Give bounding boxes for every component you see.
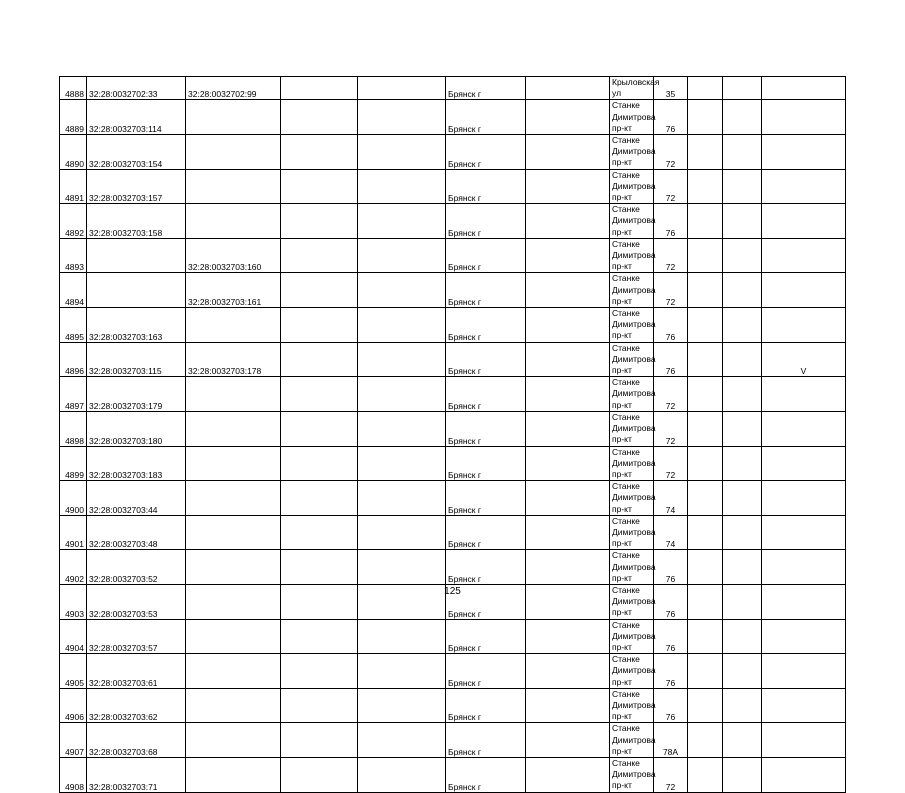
street-cell: Станке Димитрова пр-кт (610, 135, 654, 170)
empty-cell (358, 446, 446, 481)
empty-cell (358, 515, 446, 550)
empty-cell (688, 308, 723, 343)
empty-cell (688, 273, 723, 308)
empty-cell (281, 654, 358, 689)
empty-cell (526, 654, 610, 689)
city-cell: Брянск г (446, 273, 526, 308)
empty-cell (526, 169, 610, 204)
house-number-cell: 76 (654, 688, 688, 723)
street-cell: Станке Димитрова пр-кт (610, 342, 654, 377)
empty-cell (358, 308, 446, 343)
street-cell: Станке Димитрова пр-кт (610, 446, 654, 481)
empty-cell (688, 723, 723, 758)
cadastral-number-cell: 32:28:0032703:115 (87, 342, 186, 377)
row-number-cell: 4908 (60, 757, 87, 792)
empty-cell (281, 481, 358, 516)
linked-cadastral-number-cell (186, 619, 281, 654)
flag-cell (762, 550, 846, 585)
empty-cell (723, 757, 762, 792)
cadastral-number-cell: 32:28:0032702:33 (87, 77, 186, 100)
empty-cell (688, 169, 723, 204)
table-body (60, 77, 846, 793)
empty-cell (358, 619, 446, 654)
city-cell: Брянск г (446, 169, 526, 204)
row-number-cell: 4907 (60, 723, 87, 758)
empty-cell (358, 654, 446, 689)
empty-cell (358, 169, 446, 204)
flag-cell (762, 723, 846, 758)
linked-cadastral-number-cell (186, 515, 281, 550)
empty-cell (723, 308, 762, 343)
table-row (60, 238, 846, 273)
empty-cell (281, 723, 358, 758)
table-row (60, 377, 846, 412)
cadastral-number-cell: 32:28:0032703:158 (87, 204, 186, 239)
table-row (60, 204, 846, 239)
flag-cell (762, 135, 846, 170)
street-cell: Станке Димитрова пр-кт (610, 688, 654, 723)
house-number-cell: 72 (654, 446, 688, 481)
city-cell: Брянск г (446, 619, 526, 654)
cadastral-number-cell: 32:28:0032703:68 (87, 723, 186, 758)
empty-cell (526, 342, 610, 377)
flag-cell (762, 619, 846, 654)
empty-cell (281, 169, 358, 204)
street-cell: Станке Димитрова пр-кт (610, 411, 654, 446)
linked-cadastral-number-cell (186, 308, 281, 343)
city-cell: Брянск г (446, 584, 526, 619)
flag-cell (762, 377, 846, 412)
empty-cell (526, 204, 610, 239)
house-number-cell: 76 (654, 204, 688, 239)
cadastral-number-cell: 32:28:0032703:57 (87, 619, 186, 654)
empty-cell (281, 273, 358, 308)
table-row (60, 308, 846, 343)
flag-cell (762, 654, 846, 689)
empty-cell (281, 100, 358, 135)
city-cell: Брянск г (446, 688, 526, 723)
empty-cell (688, 619, 723, 654)
empty-cell (526, 77, 610, 100)
table-row (60, 619, 846, 654)
table-row (60, 411, 846, 446)
empty-cell (281, 515, 358, 550)
cadastral-number-cell: 32:28:0032703:62 (87, 688, 186, 723)
city-cell: Брянск г (446, 411, 526, 446)
linked-cadastral-number-cell (186, 204, 281, 239)
table-row (60, 688, 846, 723)
page-number: 125 (444, 586, 461, 597)
table-row (60, 446, 846, 481)
cadastral-number-cell (87, 273, 186, 308)
street-cell: Крыловская ул (610, 77, 654, 100)
empty-cell (281, 204, 358, 239)
house-number-cell: 72 (654, 135, 688, 170)
table-row (60, 77, 846, 100)
cadastral-number-cell: 32:28:0032703:183 (87, 446, 186, 481)
street-cell: Станке Димитрова пр-кт (610, 654, 654, 689)
empty-cell (358, 204, 446, 239)
table-row (60, 550, 846, 585)
empty-cell (281, 238, 358, 273)
flag-cell: V (762, 342, 846, 377)
empty-cell (526, 550, 610, 585)
empty-cell (281, 550, 358, 585)
cadastral-number-cell: 32:28:0032703:52 (87, 550, 186, 585)
street-cell: Станке Димитрова пр-кт (610, 273, 654, 308)
empty-cell (281, 308, 358, 343)
street-cell: Станке Димитрова пр-кт (610, 100, 654, 135)
table-row (60, 723, 846, 758)
flag-cell (762, 169, 846, 204)
flag-cell (762, 100, 846, 135)
house-number-cell: 76 (654, 584, 688, 619)
empty-cell (281, 377, 358, 412)
empty-cell (281, 135, 358, 170)
empty-cell (723, 688, 762, 723)
row-number-cell: 4889 (60, 100, 87, 135)
empty-cell (526, 308, 610, 343)
row-number-cell: 4900 (60, 481, 87, 516)
city-cell: Брянск г (446, 77, 526, 100)
flag-cell (762, 446, 846, 481)
house-number-cell: 72 (654, 273, 688, 308)
row-number-cell: 4893 (60, 238, 87, 273)
empty-cell (723, 77, 762, 100)
house-number-cell: 76 (654, 550, 688, 585)
empty-cell (358, 238, 446, 273)
empty-cell (526, 411, 610, 446)
flag-cell (762, 273, 846, 308)
linked-cadastral-number-cell (186, 169, 281, 204)
linked-cadastral-number-cell (186, 377, 281, 412)
empty-cell (688, 377, 723, 412)
empty-cell (688, 550, 723, 585)
city-cell: Брянск г (446, 757, 526, 792)
linked-cadastral-number-cell: 32:28:0032702:99 (186, 77, 281, 100)
house-number-cell: 76 (654, 308, 688, 343)
empty-cell (688, 757, 723, 792)
linked-cadastral-number-cell (186, 446, 281, 481)
empty-cell (723, 273, 762, 308)
table-row (60, 481, 846, 516)
table-row (60, 100, 846, 135)
row-number-cell: 4905 (60, 654, 87, 689)
empty-cell (688, 688, 723, 723)
empty-cell (358, 550, 446, 585)
empty-cell (723, 100, 762, 135)
empty-cell (723, 515, 762, 550)
cadastral-number-cell: 32:28:0032703:163 (87, 308, 186, 343)
house-number-cell: 76 (654, 654, 688, 689)
city-cell: Брянск г (446, 446, 526, 481)
row-number-cell: 4888 (60, 77, 87, 100)
empty-cell (526, 238, 610, 273)
house-number-cell: 72 (654, 238, 688, 273)
empty-cell (723, 654, 762, 689)
flag-cell (762, 308, 846, 343)
empty-cell (688, 135, 723, 170)
linked-cadastral-number-cell (186, 550, 281, 585)
row-number-cell: 4897 (60, 377, 87, 412)
empty-cell (281, 411, 358, 446)
cadastral-number-cell: 32:28:0032703:48 (87, 515, 186, 550)
cadastral-number-cell: 32:28:0032703:157 (87, 169, 186, 204)
empty-cell (688, 411, 723, 446)
flag-cell (762, 481, 846, 516)
empty-cell (281, 619, 358, 654)
city-cell: Брянск г (446, 342, 526, 377)
empty-cell (723, 446, 762, 481)
row-number-cell: 4890 (60, 135, 87, 170)
row-number-cell: 4906 (60, 688, 87, 723)
house-number-cell: 74 (654, 481, 688, 516)
linked-cadastral-number-cell (186, 757, 281, 792)
city-cell: Брянск г (446, 481, 526, 516)
house-number-cell: 72 (654, 757, 688, 792)
house-number-cell: 78А (654, 723, 688, 758)
row-number-cell: 4903 (60, 584, 87, 619)
empty-cell (526, 515, 610, 550)
linked-cadastral-number-cell (186, 100, 281, 135)
empty-cell (688, 515, 723, 550)
linked-cadastral-number-cell (186, 411, 281, 446)
empty-cell (281, 77, 358, 100)
house-number-cell: 76 (654, 619, 688, 654)
empty-cell (688, 654, 723, 689)
empty-cell (723, 619, 762, 654)
row-number-cell: 4891 (60, 169, 87, 204)
table-row (60, 515, 846, 550)
street-cell: Станке Димитрова пр-кт (610, 619, 654, 654)
city-cell: Брянск г (446, 238, 526, 273)
empty-cell (358, 481, 446, 516)
empty-cell (688, 77, 723, 100)
empty-cell (526, 273, 610, 308)
city-cell: Брянск г (446, 204, 526, 239)
row-number-cell: 4902 (60, 550, 87, 585)
row-number-cell: 4895 (60, 308, 87, 343)
empty-cell (688, 481, 723, 516)
registry-table (59, 76, 846, 793)
street-cell: Станке Димитрова пр-кт (610, 308, 654, 343)
linked-cadastral-number-cell (186, 688, 281, 723)
table-row (60, 169, 846, 204)
cadastral-number-cell (87, 238, 186, 273)
empty-cell (723, 550, 762, 585)
cadastral-number-cell: 32:28:0032703:44 (87, 481, 186, 516)
empty-cell (358, 342, 446, 377)
cadastral-number-cell: 32:28:0032703:154 (87, 135, 186, 170)
street-cell: Станке Димитрова пр-кт (610, 515, 654, 550)
flag-cell (762, 77, 846, 100)
row-number-cell: 4898 (60, 411, 87, 446)
linked-cadastral-number-cell: 32:28:0032703:161 (186, 273, 281, 308)
linked-cadastral-number-cell (186, 723, 281, 758)
empty-cell (723, 342, 762, 377)
empty-cell (688, 204, 723, 239)
city-cell: Брянск г (446, 308, 526, 343)
empty-cell (688, 100, 723, 135)
city-cell: Брянск г (446, 135, 526, 170)
flag-cell (762, 515, 846, 550)
house-number-cell: 76 (654, 342, 688, 377)
empty-cell (723, 204, 762, 239)
cadastral-number-cell: 32:28:0032703:61 (87, 654, 186, 689)
row-number-cell: 4901 (60, 515, 87, 550)
table-row (60, 757, 846, 792)
empty-cell (723, 135, 762, 170)
empty-cell (358, 273, 446, 308)
empty-cell (358, 377, 446, 412)
flag-cell (762, 688, 846, 723)
empty-cell (723, 411, 762, 446)
city-cell: Брянск г (446, 377, 526, 412)
empty-cell (281, 342, 358, 377)
empty-cell (526, 135, 610, 170)
table-row (60, 342, 846, 377)
house-number-cell: 74 (654, 515, 688, 550)
house-number-cell: 72 (654, 411, 688, 446)
empty-cell (281, 688, 358, 723)
city-cell: Брянск г (446, 654, 526, 689)
table-row (60, 273, 846, 308)
street-cell: Станке Димитрова пр-кт (610, 550, 654, 585)
empty-cell (358, 723, 446, 758)
flag-cell (762, 204, 846, 239)
empty-cell (281, 757, 358, 792)
row-number-cell: 4899 (60, 446, 87, 481)
empty-cell (723, 481, 762, 516)
row-number-cell: 4892 (60, 204, 87, 239)
linked-cadastral-number-cell (186, 135, 281, 170)
street-cell: Станке Димитрова пр-кт (610, 169, 654, 204)
linked-cadastral-number-cell (186, 481, 281, 516)
street-cell: Станке Димитрова пр-кт (610, 377, 654, 412)
street-cell: Станке Димитрова пр-кт (610, 584, 654, 619)
empty-cell (723, 377, 762, 412)
table-row (60, 654, 846, 689)
house-number-cell: 72 (654, 169, 688, 204)
city-cell: Брянск г (446, 100, 526, 135)
empty-cell (526, 757, 610, 792)
street-cell: Станке Димитрова пр-кт (610, 204, 654, 239)
row-number-cell: 4896 (60, 342, 87, 377)
empty-cell (688, 342, 723, 377)
cadastral-number-cell: 32:28:0032703:71 (87, 757, 186, 792)
empty-cell (688, 446, 723, 481)
street-cell: Станке Димитрова пр-кт (610, 757, 654, 792)
empty-cell (358, 757, 446, 792)
linked-cadastral-number-cell (186, 654, 281, 689)
empty-cell (358, 411, 446, 446)
city-cell: Брянск г (446, 723, 526, 758)
house-number-cell: 35 (654, 77, 688, 100)
empty-cell (526, 688, 610, 723)
empty-cell (526, 481, 610, 516)
empty-cell (688, 238, 723, 273)
city-cell: Брянск г (446, 515, 526, 550)
house-number-cell: 72 (654, 377, 688, 412)
empty-cell (358, 77, 446, 100)
street-cell: Станке Димитрова пр-кт (610, 238, 654, 273)
cadastral-number-cell: 32:28:0032703:114 (87, 100, 186, 135)
cadastral-number-cell: 32:28:0032703:53 (87, 584, 186, 619)
empty-cell (358, 135, 446, 170)
empty-cell (723, 238, 762, 273)
empty-cell (358, 100, 446, 135)
empty-cell (281, 446, 358, 481)
empty-cell (723, 723, 762, 758)
street-cell: Станке Димитрова пр-кт (610, 723, 654, 758)
empty-cell (358, 688, 446, 723)
empty-cell (723, 169, 762, 204)
empty-cell (526, 100, 610, 135)
row-number-cell: 4904 (60, 619, 87, 654)
city-cell: Брянск г (446, 550, 526, 585)
flag-cell (762, 757, 846, 792)
linked-cadastral-number-cell: 32:28:0032703:160 (186, 238, 281, 273)
street-cell: Станке Димитрова пр-кт (610, 481, 654, 516)
empty-cell (526, 723, 610, 758)
row-number-cell: 4894 (60, 273, 87, 308)
flag-cell (762, 238, 846, 273)
empty-cell (526, 446, 610, 481)
cadastral-number-cell: 32:28:0032703:180 (87, 411, 186, 446)
cadastral-number-cell: 32:28:0032703:179 (87, 377, 186, 412)
house-number-cell: 76 (654, 100, 688, 135)
linked-cadastral-number-cell: 32:28:0032703:178 (186, 342, 281, 377)
table-row (60, 135, 846, 170)
flag-cell (762, 411, 846, 446)
empty-cell (526, 377, 610, 412)
empty-cell (526, 619, 610, 654)
